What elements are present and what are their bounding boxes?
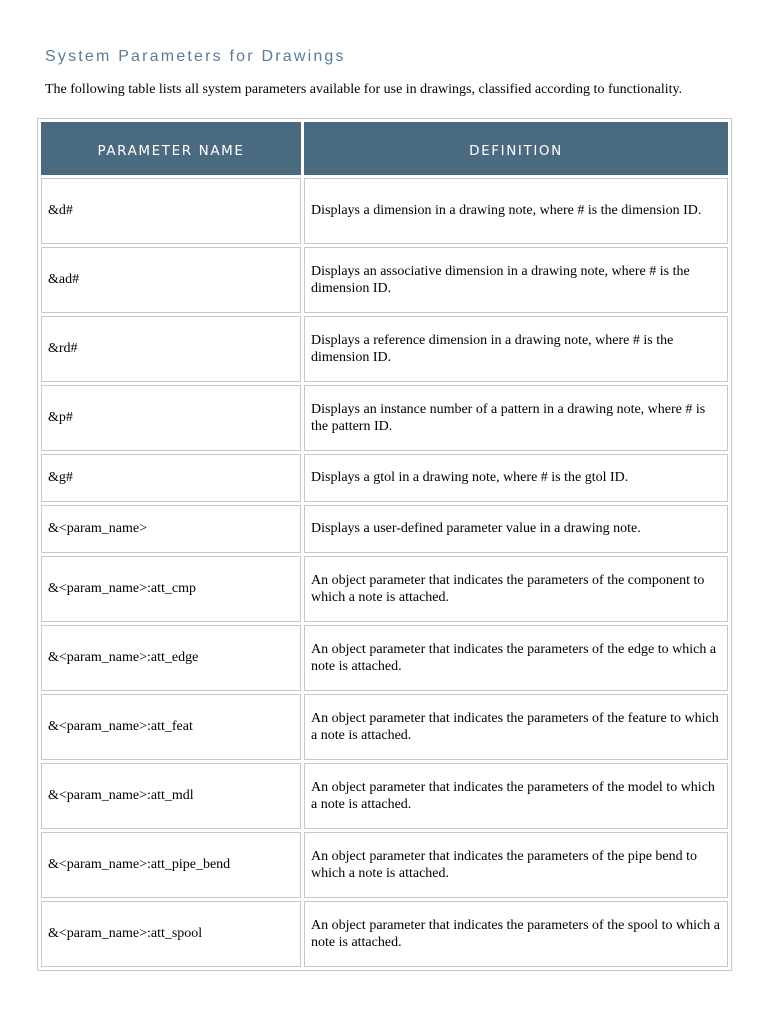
table-header-row [41, 122, 728, 175]
intro-paragraph: The following table lists all system parameters available for use in drawings, classified according to functionality. [45, 82, 683, 97]
definition-cell: An object parameter that indicates the parameters of the feature to which a note is attached. [304, 694, 728, 760]
definition-cell: Displays a gtol in a drawing note, where # is the gtol ID. [304, 454, 728, 502]
definition-cell: An object parameter that indicates the parameters of the component to which a note is attached. [304, 556, 728, 622]
header-definition: DEFINITION [304, 122, 728, 175]
table-row [41, 901, 728, 967]
table-row [41, 247, 728, 313]
parameter-name-cell: &rd# [41, 316, 301, 382]
parameter-name-cell: &<param_name>:att_edge [41, 625, 301, 691]
definition-cell: Displays a dimension in a drawing note, where # is the dimension ID. [304, 178, 728, 244]
table-row [41, 454, 728, 502]
header-parameter-name: PARAMETER NAME [41, 122, 301, 175]
parameter-name-cell: &<param_name> [41, 505, 301, 553]
definition-cell: Displays an instance number of a pattern in a drawing note, where # is the pattern ID. [304, 385, 728, 451]
definition-cell: Displays an associative dimension in a drawing note, where # is the dimension ID. [304, 247, 728, 313]
parameter-name-cell: &<param_name>:att_pipe_bend [41, 832, 301, 898]
table-row [41, 505, 728, 553]
parameter-name-cell: &d# [41, 178, 301, 244]
parameter-name-cell: &<param_name>:att_spool [41, 901, 301, 967]
page-title: System Parameters for Drawings [45, 48, 346, 65]
table-row [41, 385, 728, 451]
parameters-table [37, 118, 732, 971]
table-row [41, 625, 728, 691]
definition-cell: An object parameter that indicates the parameters of the edge to which a note is attached. [304, 625, 728, 691]
table-row [41, 178, 728, 244]
table-row [41, 763, 728, 829]
parameter-name-cell: &g# [41, 454, 301, 502]
definition-cell: An object parameter that indicates the parameters of the spool to which a note is attached. [304, 901, 728, 967]
table-row [41, 316, 728, 382]
table-row [41, 832, 728, 898]
definition-cell: Displays a reference dimension in a drawing note, where # is the dimension ID. [304, 316, 728, 382]
table-row [41, 694, 728, 760]
definition-cell: Displays a user-defined parameter value in a drawing note. [304, 505, 728, 553]
parameter-name-cell: &<param_name>:att_cmp [41, 556, 301, 622]
parameter-name-cell: &p# [41, 385, 301, 451]
definition-cell: An object parameter that indicates the parameters of the pipe bend to which a note is attached. [304, 832, 728, 898]
parameter-name-cell: &<param_name>:att_mdl [41, 763, 301, 829]
table-row [41, 556, 728, 622]
definition-cell: An object parameter that indicates the parameters of the model to which a note is attached. [304, 763, 728, 829]
parameter-name-cell: &<param_name>:att_feat [41, 694, 301, 760]
parameter-name-cell: &ad# [41, 247, 301, 313]
